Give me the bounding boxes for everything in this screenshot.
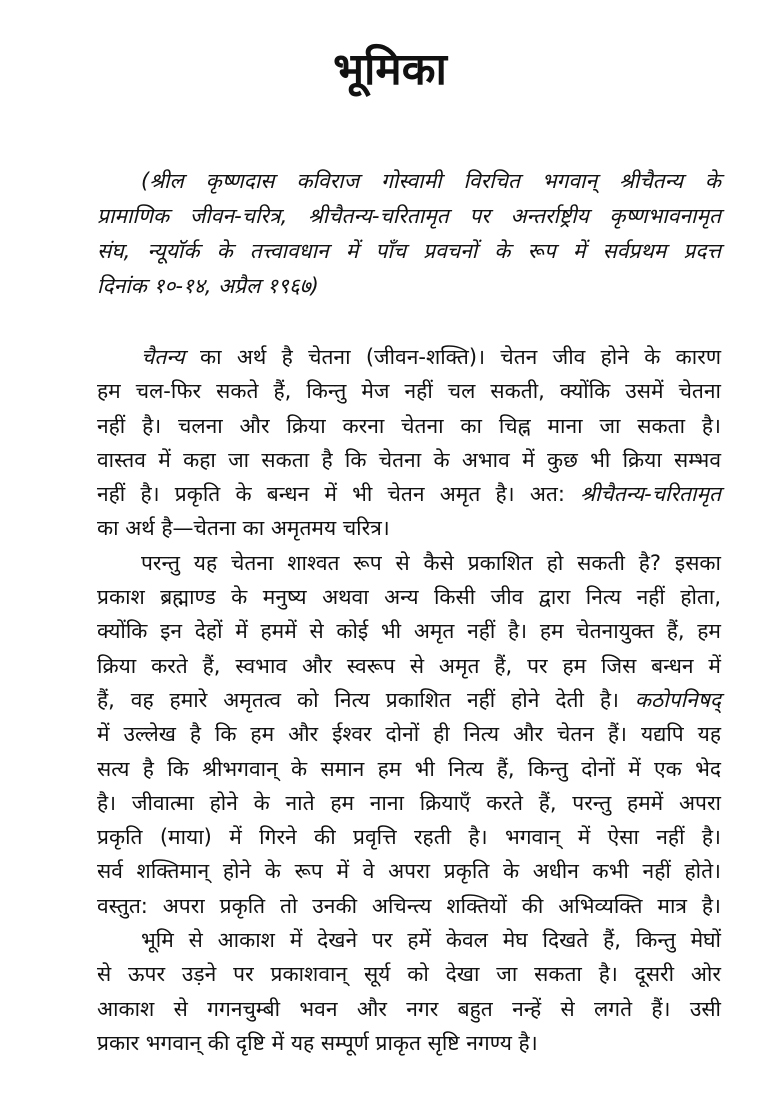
italic-term: चैतन्य — [141, 345, 185, 369]
text-segment: में उल्लेख है कि हम और ईश्वर दोनों ही नित्य और चेतन हैं। यद्यपि यह — [97, 722, 721, 747]
intro-line: प्रामाणिक जीवन-चरित्र, श्रीचैतन्य-चरितामृत पर अन्तर्राष्ट्रीय कृष्णभावनामृत — [97, 204, 721, 228]
text-segment: वस्तुत: अपरा प्रकृति तो उनकी अचिन्त्य शक्तियों की अभिव्यक्ति मात्र है। — [97, 893, 721, 918]
text-segment: सर्व शक्तिमान् होने के रूप में वे अपरा प्रकृति के अधीन कभी नहीं होते। — [97, 859, 721, 884]
text-line — [97, 992, 721, 1026]
text-segment: प्रकृति (माया) में गिरने की प्रवृत्ति रहती है। भगवान् में ऐसा नहीं है। — [97, 825, 721, 850]
text-line — [97, 854, 721, 888]
text-segment: नहीं है। प्रकृति के बन्धन में भी चेतन अमृत है। अत: — [97, 482, 581, 507]
text-line — [97, 717, 721, 751]
text-segment: है। जीवात्मा होने के नाते हम नाना क्रियाएँ करते हैं, परन्तु हममें अपरा — [97, 790, 721, 815]
text-segment: आकाश से गगनचुम्बी भवन और नगर बहुत नन्हें से लगते हैं। उसी — [97, 996, 721, 1021]
text-line — [97, 786, 721, 820]
text-segment: का अर्थ है—चेतना का अमृतमय चरित्र। — [97, 516, 390, 541]
text-segment: वास्तव में कहा जा सकता है कि चेतना के अभाव में कुछ भी क्रिया सम्भव — [97, 447, 721, 472]
text-segment: प्रकार भगवान् की दृष्टि में यह सम्पूर्ण प्राकृत सृष्टि नगण्य है। — [97, 1030, 538, 1055]
text-line — [97, 511, 721, 545]
text-line — [97, 1026, 721, 1060]
paragraph — [97, 923, 721, 1060]
body-text — [97, 340, 721, 1060]
text-line — [97, 580, 721, 614]
intro-line: संघ, न्यूयॉर्क के तत्त्वावधान में पाँच प्रवचनों के रूप में सर्वप्रथम प्रदत्त — [97, 239, 721, 263]
text-segment: भूमि से आकाश में देखने पर हमें केवल मेघ दिखते हैं, किन्तु मेघों — [141, 928, 721, 953]
intro-line: (श्रील कृष्णदास कविराज गोस्वामी विरचित भगवान् श्रीचैतन्य के — [141, 169, 721, 193]
text-line — [97, 820, 721, 854]
text-segment: से ऊपर उड़ने पर प्रकाशवान् सूर्य को देखा जा सकता है। दूसरी ओर — [97, 962, 721, 987]
text-line — [97, 614, 721, 648]
paragraph — [97, 340, 721, 546]
text-segment: प्रकाश ब्रह्माण्ड के मनुष्य अथवा अन्य किसी जीव द्वारा नित्य नहीं होता, — [97, 585, 721, 610]
text-segment: हैं, वह हमारे अमृतत्व को नित्य प्रकाशित नहीं होने देती है। — [97, 687, 635, 712]
text-line — [97, 340, 721, 374]
text-segment: सत्य है कि श्रीभगवान् के समान हम भी नित्य हैं, किन्तु दोनों में एक भेद — [97, 756, 721, 781]
text-line — [97, 683, 721, 717]
text-line — [97, 889, 721, 923]
text-segment: नहीं है। चलना और क्रिया करना चेतना का चिह्न माना जा सकता है। — [97, 413, 721, 438]
text-line — [97, 752, 721, 786]
italic-term: कठोपनिषद् — [634, 687, 721, 712]
page-title: भूमिका — [333, 44, 447, 95]
text-line — [97, 649, 721, 683]
text-segment: क्रिया करते हैं, स्वभाव और स्वरूप से अमृत हैं, पर हम जिस बन्धन में — [97, 653, 721, 678]
text-line — [97, 374, 721, 408]
italic-term: श्रीचैतन्य-चरितामृत — [580, 482, 721, 507]
text-line — [97, 957, 721, 991]
text-line — [97, 546, 721, 580]
text-segment: परन्तु यह चेतना शाश्वत रूप से कैसे प्रकाशित हो सकती है? इसका — [141, 550, 721, 575]
intro-line: दिनांक १०-१४, अप्रैल १९६७) — [97, 274, 319, 298]
text-segment: क्योंकि इन देहों में हममें से कोई भी अमृत नहीं है। हम चेतनायुक्त हैं, हम — [97, 619, 721, 644]
text-line — [97, 409, 721, 443]
text-segment: हम चल-फिर सकते हैं, किन्तु मेज नहीं चल सकती, क्योंकि उसमें चेतना — [97, 379, 721, 404]
intro-note — [97, 164, 721, 304]
text-line — [97, 443, 721, 477]
text-segment: का अर्थ है चेतना (जीवन-शक्ति)। चेतन जीव होने के कारण — [184, 345, 721, 369]
text-line — [97, 477, 721, 511]
paragraph — [97, 546, 721, 923]
text-line — [97, 923, 721, 957]
